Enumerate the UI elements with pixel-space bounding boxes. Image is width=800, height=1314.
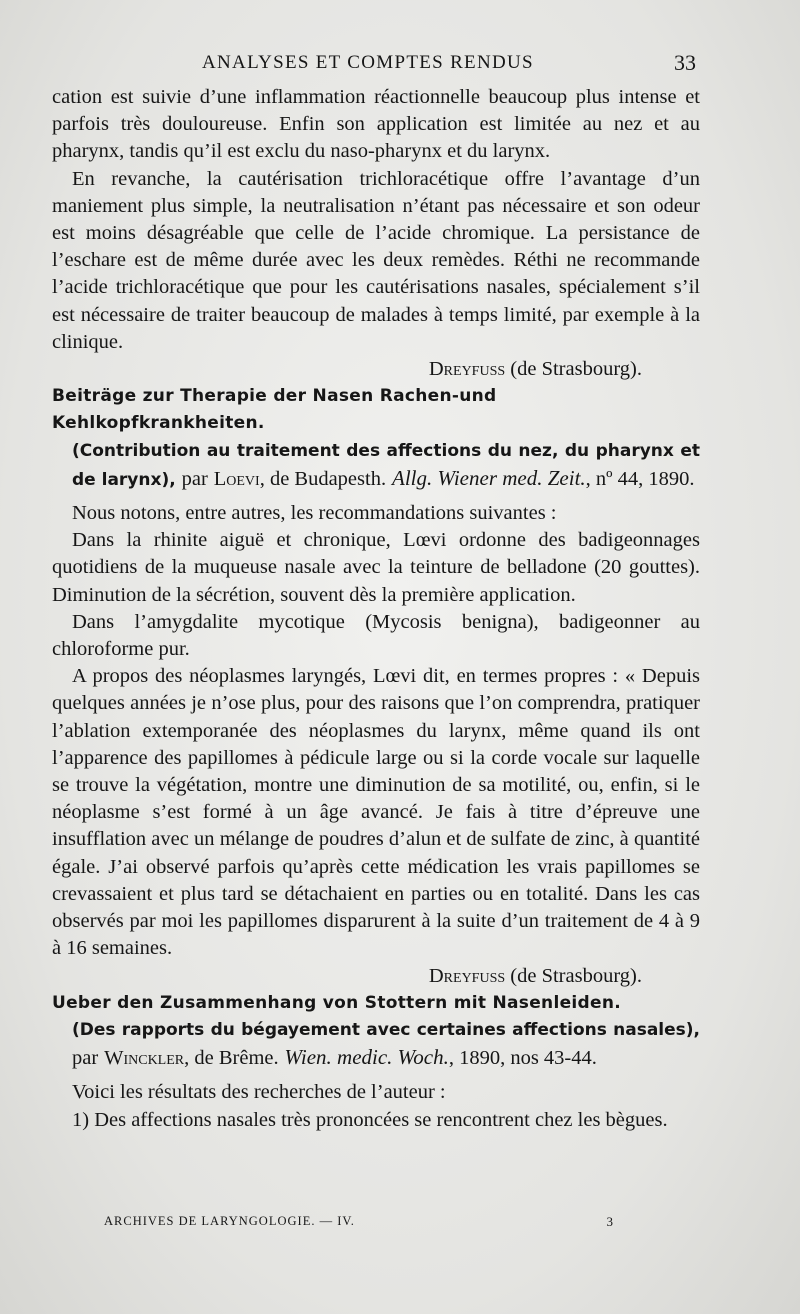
signature-name: Dreyfuss: [428, 964, 506, 987]
article-translation: (Des rapports du bégayement avec certaines affections nasales),: [72, 1019, 700, 1040]
signature-name: Dreyfuss: [428, 358, 506, 381]
signature-place: (de Strasbourg).: [510, 358, 642, 381]
signature: [52, 963, 700, 990]
paragraph: A propos des néoplasmes laryngés, Lœvi dit, en termes propres : « Depuis quelques années je n’ose plus, pour des raisons que l’on comprendra, pratiquer l’ablation extemporanée des néoplasmes du larynx, même quand ils ont l’apparence des papillomes à pédicule large ou si la corde vocale sur laquelle se trouve la végétation, montre une diminution de sa motilité, ou, enfin, si le néoplasme s’est formé à un âge avancé. Je fais à titre d’épreuve une insufflation avec un mélange de poudres d’alun et de sulfate de zinc, à quantité égale. J’ai observé parfois qu’après cette médication les vrais papillomes se crevassaient et plus tard se détachaient en parties ou en totalité. Dans les cas observés par moi les papillomes disparurent à la suite d’un traitement de 4 à 9 à 16 semaines.: [52, 665, 700, 960]
signature: [52, 356, 700, 383]
paragraph: Dans la rhinite aiguë et chronique, Lœvi ordonne des badigeonnages quotidiens de la muqueuse nasale avec la teinture de belladone (20 gouttes). Diminution de la sécrétion, souvent dès la première application.: [52, 529, 700, 606]
paragraph: En revanche, la cautérisation trichloracétique offre l’avantage d’un maniement plus simple, la neutralisation n’étant pas nécessaire et son odeur est moins désagréable que celle de l’acide chromique. La persistance de l’eschare est de même durée avec les deux remèdes. Réthi ne recommande l’acide trichloracétique que pour les cautérisations nasales, spécialement s’il est nécessaire de traiter beaucoup de malades à temps limité, par exemple à la clinique.: [52, 167, 700, 353]
paragraph: cation est suivie d’une inflammation réactionnelle beaucoup plus intense et parfois très douloureuse. Enfin son application est limitée au nez et au pharynx, tandis qu’il est exclu du naso-pharynx et du larynx.: [52, 86, 700, 163]
article-citation: [72, 1017, 700, 1073]
paragraph: Nous notons, entre autres, les recommandations suivantes :: [72, 502, 557, 525]
page-content: [52, 40, 700, 1134]
page-number: 33: [674, 50, 696, 75]
citation-par: par: [181, 467, 208, 490]
page-footer: [104, 1214, 614, 1229]
paragraph: Voici les résultats des recherches de l’auteur :: [72, 1081, 446, 1104]
article-issue: , nº 44, 1890.: [585, 467, 695, 490]
article-place: , de Brême.: [184, 1047, 279, 1070]
paragraph: Dans l’amygdalite mycotique (Mycosis benigna), badigeonner au chloroforme pur.: [52, 610, 700, 661]
article-issue: , 1890, nos 43-44.: [448, 1047, 597, 1070]
article-citation: [72, 438, 700, 494]
article-author: Loevi: [213, 467, 260, 490]
article-author: Winckler: [104, 1047, 185, 1070]
article-translation: (Contribution au traitement des affections du nez, du pharynx et de larynx),: [72, 440, 700, 490]
running-head: [52, 40, 700, 84]
article-place: , de Budapesth.: [259, 467, 387, 490]
paragraph: 1) Des affections nasales très prononcées se rencontrent chez les bègues.: [72, 1108, 668, 1131]
article-title: Ueber den Zusammenhang von Stottern mit Nasenleiden.: [52, 992, 621, 1013]
article-journal: Wien. medic. Woch.: [284, 1045, 449, 1070]
footer-journal: ARCHIVES DE LARYNGOLOGIE. — IV.: [104, 1214, 355, 1228]
signature-place: (de Strasbourg).: [510, 964, 642, 987]
running-title: ANALYSES ET COMPTES RENDUS: [202, 52, 534, 73]
citation-par: par: [72, 1047, 99, 1070]
article-journal: Allg. Wiener med. Zeit.: [392, 465, 586, 490]
article-title: Beiträge zur Therapie der Nasen Rachen-und Kehlkopfkrankheiten.: [52, 386, 497, 434]
footer-signature-mark: 3: [606, 1214, 614, 1229]
